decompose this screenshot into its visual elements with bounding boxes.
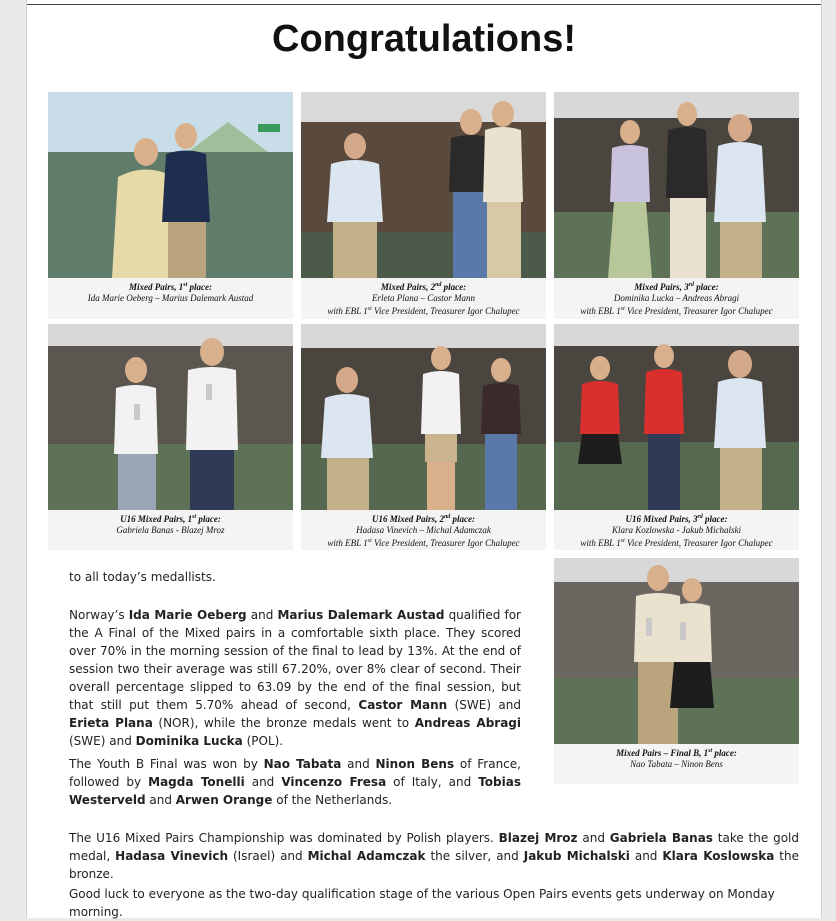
podium-photo-image — [48, 324, 293, 510]
podium-photo-image — [554, 324, 799, 510]
paragraph-mixed-pairs: Norway’s Ida Marie Oeberg and Marius Dalemark Austad qualified for the A Final of the Mixed pairs in a comfortable sixth place. They scored over 70% in the morning session of the final to lead by 13%. At the end of session two their average was still 67.20%, over 8% clear of second. Their overall percentage slipped to 63.09 by the end of the final session, but that still put them 5.70% ahead of second, Castor Mann (SWE) and Erieta Plana (NOR), while the bronze medals went to Andreas Abragi (SWE) and Dominika Lucka (POL). — [69, 608, 522, 748]
paragraph-good-luck: Good luck to everyone as the two-day qualification stage of the various Open Pairs events gets underway on Monday morning. — [69, 887, 775, 919]
photo-caption: U16 Mixed Pairs, 3rd place: Klara Kozlowska - Jakub Michalski with EBL 1st Vice President, Treasurer Igor Chalupec — [554, 510, 799, 550]
photo-mixed-pairs-1st — [48, 92, 293, 319]
podium-photo-image — [554, 558, 799, 744]
paragraph-intro: to all today’s medallists. — [69, 570, 216, 584]
newsletter-page — [26, 0, 822, 918]
podium-photo-image — [554, 92, 799, 278]
photo-u16-mixed-pairs-2nd — [301, 324, 546, 550]
paragraph-u16-mixed-pairs: The U16 Mixed Pairs Championship was dominated by Polish players. Blazej Mroz and Gabriela Banas take the gold medal, Hadasa Vinevich (Israel) and Michal Adamczak the silver, and Jakub Michalski and Klara Koslowska the bronze. — [69, 831, 800, 881]
paragraph-youth-b-final: The Youth B Final was won by Nao Tabata and Ninon Bens of France, followed by Magda Tonelli and Vincenzo Fresa of Italy, and Tobias Westerveld and Arwen Orange of the Netherlands. — [69, 757, 521, 807]
photo-caption: Mixed Pairs, 3rd place: Dominika Lucka – Andreas Abragi with EBL 1st Vice President, Treasurer Igor Chalupec — [554, 278, 799, 319]
podium-photo-image — [301, 92, 546, 278]
header-rule — [27, 4, 821, 5]
photo-caption: Mixed Pairs – Final B, 1st place: Nao Tabata – Ninon Bens — [554, 744, 799, 784]
photo-mixed-pairs-2nd — [301, 92, 546, 319]
photo-u16-mixed-pairs-1st — [48, 324, 293, 550]
photo-mixed-pairs-final-b-1st — [554, 558, 799, 784]
photo-caption: Mixed Pairs, 2nd place: Erleta Plana – Castor Mann with EBL 1st Vice President, Treasurer Igor Chalupec — [301, 278, 546, 319]
photo-caption: Mixed Pairs, 1st place: Ida Marie Oeberg – Marius Dalemark Austad — [48, 278, 293, 319]
photo-mixed-pairs-3rd — [554, 92, 799, 319]
podium-photo-image — [48, 92, 293, 278]
photo-u16-mixed-pairs-3rd — [554, 324, 799, 550]
photo-caption: U16 Mixed Pairs, 1st place: Gabriela Banas - Blazej Mroz — [48, 510, 293, 550]
podium-photo-image — [301, 324, 546, 510]
photo-caption: U16 Mixed Pairs, 2nd place: Hadasa Vinevich – Michal Adamczak with EBL 1st Vice President, Treasurer Igor Chalupec — [301, 510, 546, 550]
page-title: Congratulations! — [272, 18, 576, 60]
